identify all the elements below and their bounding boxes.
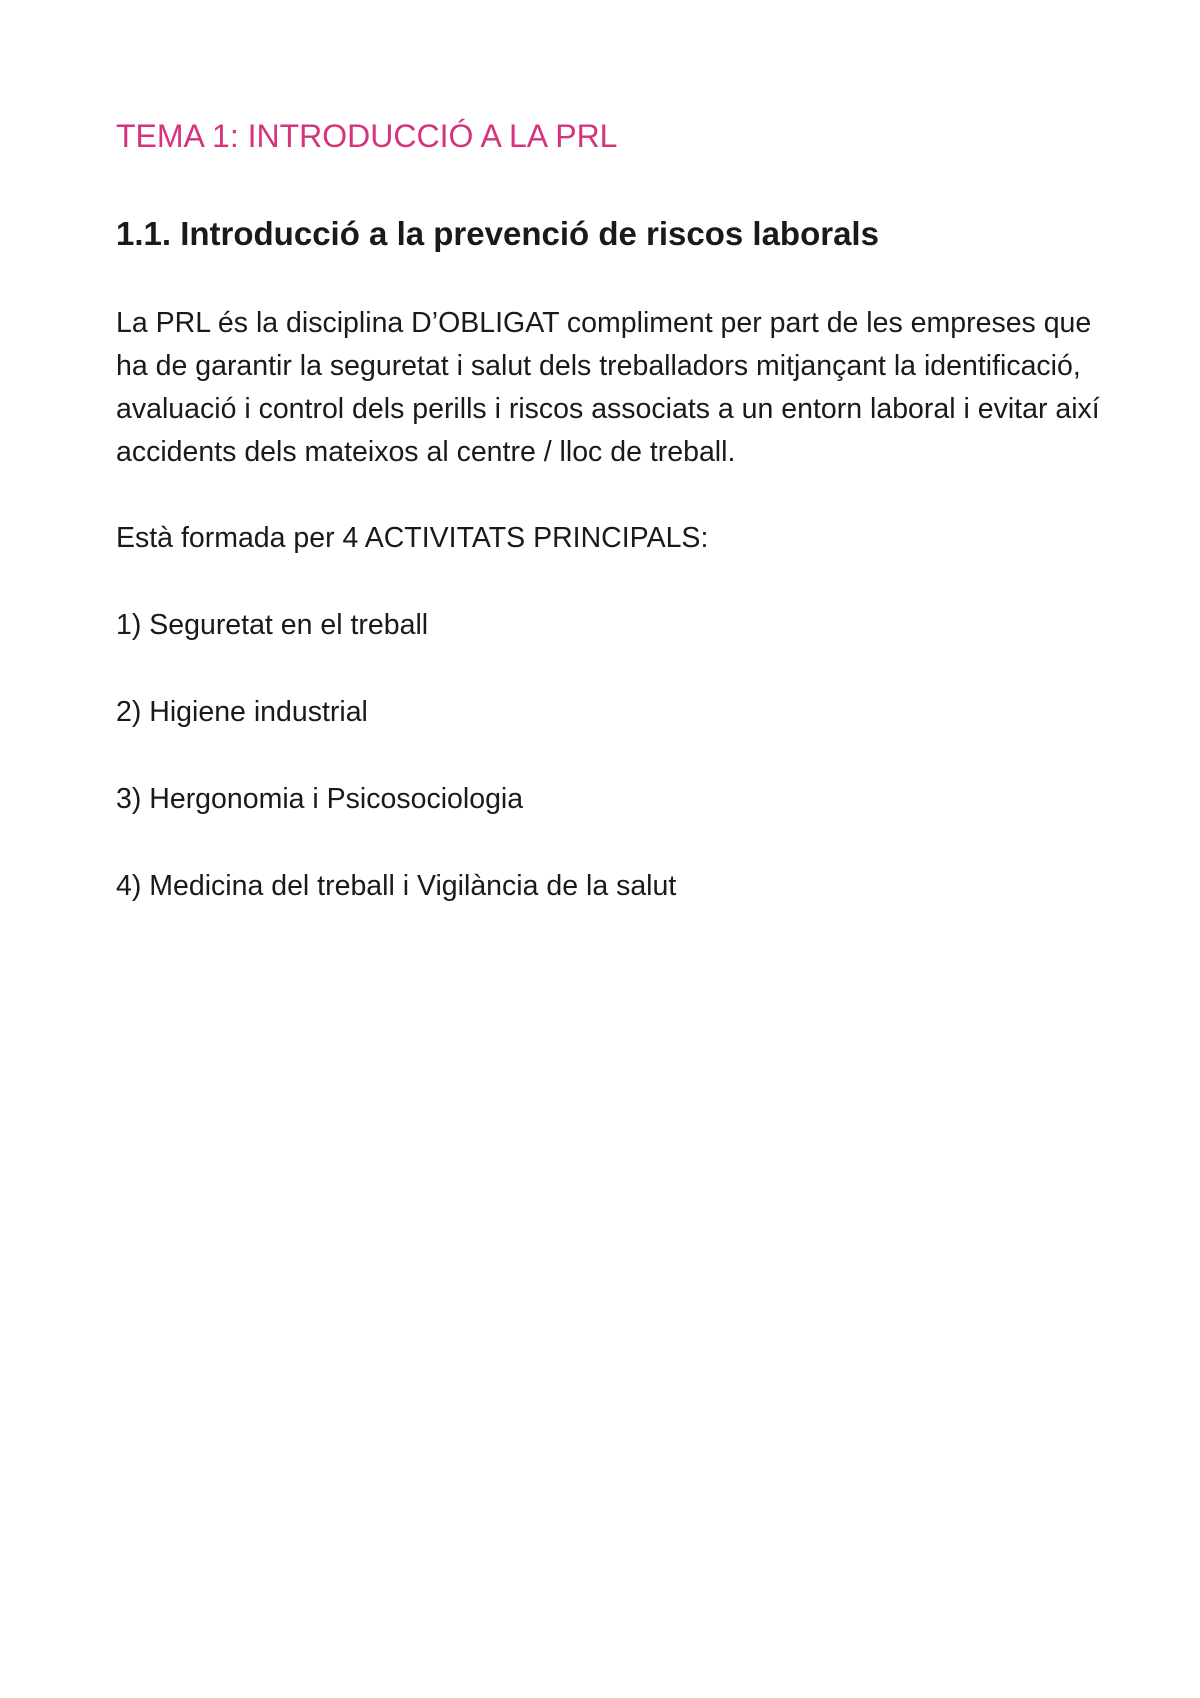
tema-title: TEMA 1: INTRODUCCIÓ A LA PRL	[116, 118, 618, 154]
activities-list	[116, 604, 1116, 908]
activities-intro: Està formada per 4 ACTIVITATS PRINCIPALS:	[116, 522, 709, 554]
activity-item: 4) Medicina del treball i Vigilància de la salut	[116, 870, 677, 902]
activity-item: 1) Seguretat en el treball	[116, 609, 429, 641]
activity-item: 2) Higiene industrial	[116, 696, 368, 728]
section-title: 1.1. Introducció a la prevenció de riscos laborals	[116, 215, 879, 252]
intro-paragraph: La PRL és la disciplina D’OBLIGAT compliment per part de les empreses que ha de garantir la seguretat i salut dels treballadors mitjançant la identificació, avaluació i control dels perills i riscos associats a un entorn laboral i evitar així accidents dels mateixos al centre / lloc de treball.	[116, 307, 1100, 468]
document-content	[116, 112, 1116, 908]
activity-item: 3) Hergonomia i Psicosociologia	[116, 783, 524, 815]
